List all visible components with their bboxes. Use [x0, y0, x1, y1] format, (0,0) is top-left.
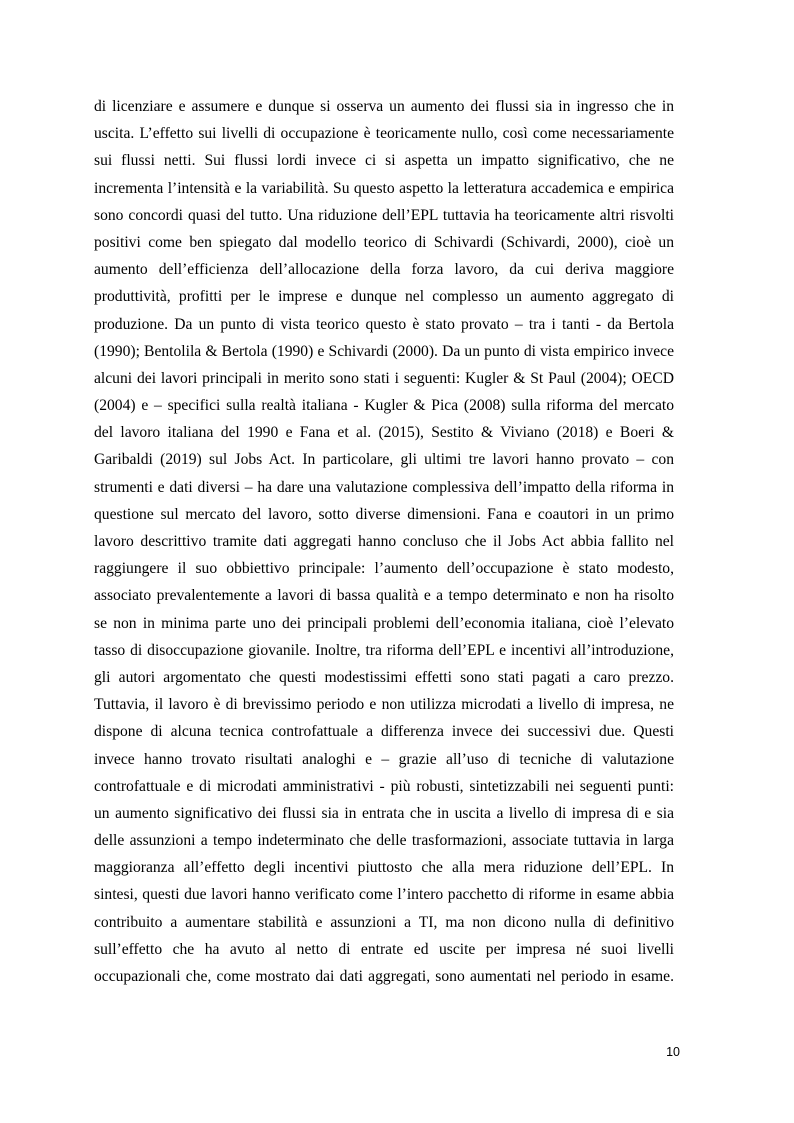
- text-line-26: controfattuale e di microdati amministrativi - più robusti, sintetizzabili nei seguenti punti:: [94, 777, 674, 795]
- text-line-20: se non in minima parte uno dei principali problemi dell’economia italiana, cioè l’elevato: [94, 614, 674, 632]
- text-line-18: raggiungere il suo obbiettivo principale: l’aumento dell’occupazione è stato modesto,: [94, 560, 674, 578]
- text-line-23: Tuttavia, il lavoro è di brevissimo periodo e non utilizza microdati a livello di impresa, ne: [94, 696, 674, 714]
- text-line-25: invece hanno trovato risultati analoghi e – grazie all’uso di tecniche di valutazione: [94, 750, 674, 768]
- text-line-32: sull’effetto che ha avuto al netto di entrate ed uscite per impresa né suoi livelli: [94, 940, 674, 958]
- text-line-29: maggioranza all’effetto degli incentivi piuttosto che alla mera riduzione dell’EPL. In: [94, 859, 674, 877]
- text-line-1: di licenziare e assumere e dunque si osserva un aumento dei flussi sia in ingresso che in: [94, 98, 674, 115]
- text-line-21: tasso di disoccupazione giovanile. Inoltre, tra riforma dell’EPL e incentivi all’introduzione,: [94, 641, 674, 659]
- text-line-19: associato prevalentemente a lavori di bassa qualità e a tempo determinato e non ha risolto: [94, 587, 674, 605]
- text-line-31: contribuito a aumentare stabilità e assunzioni a TI, ma non dicono nulla di definitivo: [94, 913, 674, 931]
- text-line-30: sintesi, questi due lavori hanno verificato come l’intero pacchetto di riforme in esame abbia: [94, 886, 674, 904]
- text-line-9: produzione. Da un punto di vista teorico questo è stato provato – tra i tanti - da Bertola: [94, 315, 674, 333]
- text-line-27: un aumento significativo dei flussi sia in entrata che in uscita a livello di impresa di e sia: [94, 804, 674, 822]
- text-line-33: occupazionali che, come mostrato dai dati aggregati, sono aumentati nel periodo in esame.: [94, 968, 674, 985]
- text-line-6: positivi come ben spiegato dal modello teorico di Schivardi (Schivardi, 2000), cioè un: [94, 233, 674, 251]
- text-line-14: Garibaldi (2019) sul Jobs Act. In particolare, gli ultimi tre lavori hanno provato – con: [94, 451, 674, 469]
- text-line-5: sono concordi quasi del tutto. Una riduzione dell’EPL tuttavia ha teoricamente altri risvolti: [94, 206, 674, 224]
- text-line-4: incrementa l’intensità e la variabilità. Su questo aspetto la letteratura accademica e empirica: [94, 179, 674, 197]
- text-line-15: strumenti e dati diversi – ha dare una valutazione complessiva dell’impatto della riforma in: [94, 478, 674, 496]
- text-line-13: del lavoro italiana del 1990 e Fana et al. (2015), Sestito & Viviano (2018) e Boeri &: [94, 424, 674, 442]
- text-line-3: sui flussi netti. Sui flussi lordi invece ci si aspetta un impatto significativo, che ne: [94, 152, 674, 170]
- body-paragraph: [94, 93, 674, 990]
- text-line-16: questione sul mercato del lavoro, sotto diverse dimensioni. Fana e coautori in un primo: [94, 505, 674, 523]
- text-line-22: gli autori argomentato che questi modestissimi effetti sono stati pagati a caro prezzo.: [94, 668, 674, 686]
- text-line-8: produttività, profitti per le imprese e dunque nel complesso un aumento aggregato di: [94, 288, 674, 306]
- text-line-28: delle assunzioni a tempo indeterminato che delle trasformazioni, associate tuttavia in larga: [94, 832, 674, 850]
- text-line-7: aumento dell’efficienza dell’allocazione della forza lavoro, da cui deriva maggiore: [94, 261, 674, 279]
- page-number: 10: [666, 1045, 680, 1059]
- text-line-11: alcuni dei lavori principali in merito sono stati i seguenti: Kugler & St Paul (2004); OECD: [94, 369, 674, 387]
- text-line-2: uscita. L’effetto sui livelli di occupazione è teoricamente nullo, così come necessariamente: [94, 125, 674, 143]
- text-line-12: (2004) e – specifici sulla realtà italiana - Kugler & Pica (2008) sulla riforma del mercato: [94, 397, 674, 415]
- text-line-10: (1990); Bentolila & Bertola (1990) e Schivardi (2000). Da un punto di vista empirico invece: [94, 342, 674, 360]
- text-line-17: lavoro descrittivo tramite dati aggregati hanno concluso che il Jobs Act abbia fallito nel: [94, 533, 674, 550]
- text-line-24: dispone di alcuna tecnica controfattuale a differenza invece dei successivi due. Questi: [94, 723, 674, 741]
